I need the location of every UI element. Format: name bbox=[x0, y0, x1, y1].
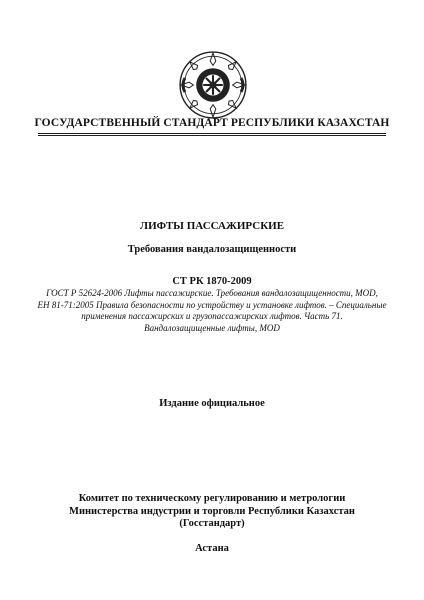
reference-line: применения пассажирских и грузопассажирских лифтов. Часть 71. bbox=[81, 311, 343, 321]
committee-line: Министерства индустрии и торговли Республики Казахстан bbox=[69, 505, 355, 517]
committee-line: Комитет по техническому регулированию и метрологии bbox=[78, 493, 346, 504]
reference-standards bbox=[0, 288, 424, 334]
title-rule-second bbox=[38, 135, 386, 136]
reference-line: ГОСТ Р 52624-2006 Лифты пассажирские. Требования вандалозащищенности, MOD, bbox=[46, 288, 378, 298]
reference-line: ЕН 81-71:2005 Правила безопасности по устройству и установке лифтов. – Специальные bbox=[37, 299, 387, 310]
committee-block bbox=[0, 493, 424, 531]
kazakhstan-state-emblem-icon bbox=[178, 50, 248, 120]
title-rule bbox=[38, 133, 386, 134]
standard-title: ГОСУДАРСТВЕННЫЙ СТАНДАРТ РЕСПУБЛИКИ КАЗАХСТАН bbox=[34, 117, 390, 129]
standard-designation: СТ РК 1870-2009 bbox=[172, 276, 252, 287]
edition-label: Издание официальное bbox=[159, 398, 265, 409]
publication-city: Астана bbox=[195, 543, 229, 554]
document-title: ЛИФТЫ ПАССАЖИРСКИЕ bbox=[139, 220, 285, 232]
reference-line: Вандалозащищенные лифты, MOD bbox=[144, 322, 280, 333]
document-subtitle: Требования вандалозащищенности bbox=[127, 244, 297, 255]
committee-line: (Госстандарт) bbox=[179, 518, 245, 529]
